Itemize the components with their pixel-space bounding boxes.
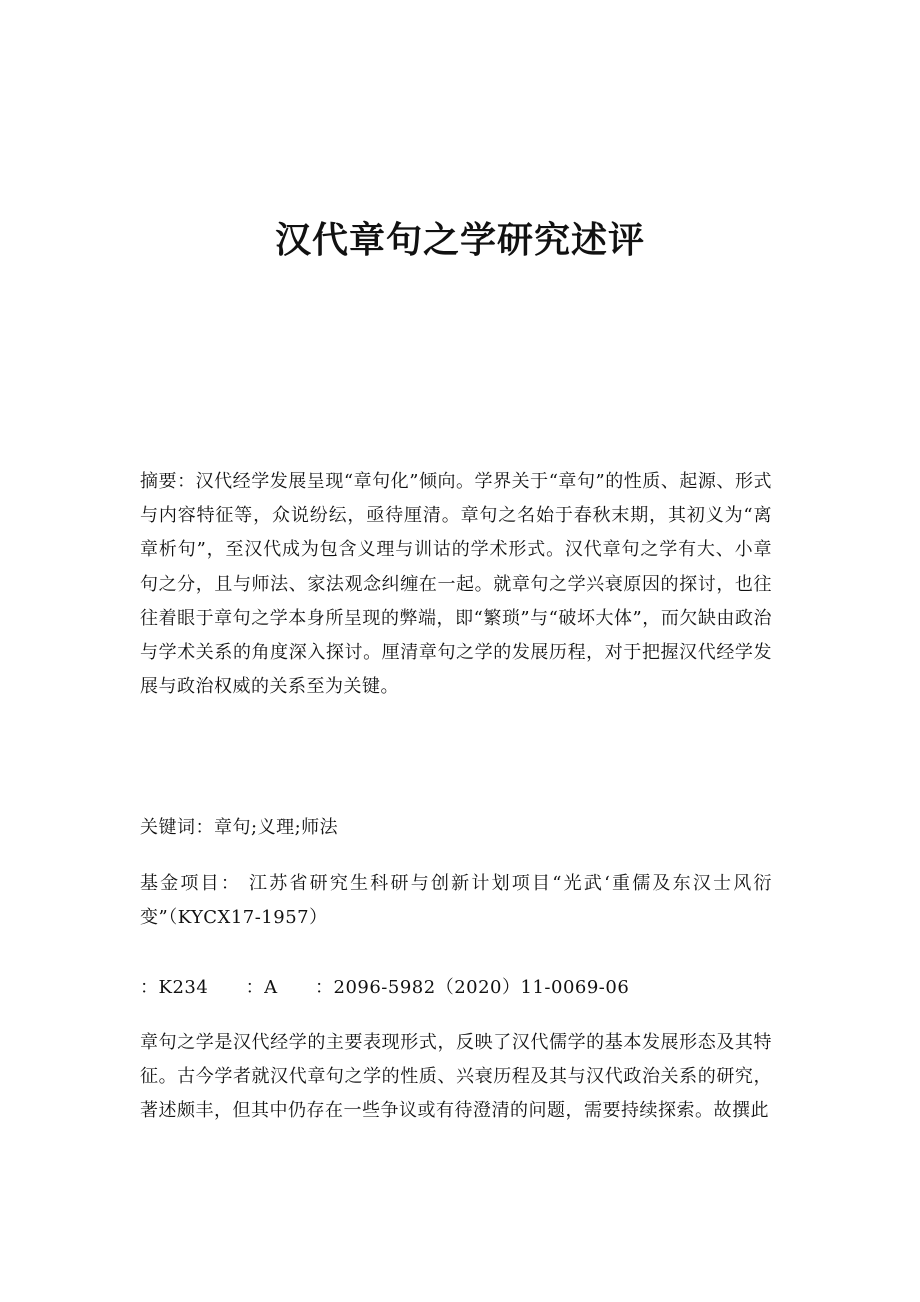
fund-paragraph	[140, 867, 772, 935]
clc-number: ：K234	[140, 977, 209, 998]
paper-title: 汉代章句之学研究述评	[274, 219, 645, 261]
abstract-label: 摘要：	[140, 471, 196, 492]
keywords-line	[140, 811, 772, 845]
keywords-label: 关键词：	[140, 817, 214, 838]
document-code: ：A	[245, 977, 278, 998]
article-number: ：2096-5982（2020）11-0069-06	[315, 977, 630, 998]
fund-label: 基金项目：	[140, 873, 242, 894]
fund-text: 江苏省研究生科研与创新计划项目“光武‘重儒及东汉士风衍变”（KYCX17-1957）	[140, 873, 772, 929]
abstract-paragraph	[140, 465, 772, 704]
keywords-text: 章句;义理;师法	[214, 817, 339, 838]
abstract-text: 汉代经学发展呈现“章句化”倾向。学界关于“章句”的性质、起源、形式与内容特征等，众说纷纭，亟待厘清。章句之名始于春秋末期，其初义为“离章析句”，至汉代成为包含义理与训诂的学术形式。汉代章句之学有大、小章句之分，且与师法、家法观念纠缠在一起。就章句之学兴衰原因的探讨，也往往着眼于章句之学本身所呈现的弊端，即“繁琐”与“破坏大体”，而欠缺由政治与学术关系的角度深入探讨。厘清章句之学的发展历程，对于把握汉代经学发展与政治权威的关系至为关键。	[140, 471, 773, 698]
classification-line	[140, 971, 772, 1005]
intro-paragraph: 章句之学是汉代经学的主要表现形式，反映了汉代儒学的基本发展形态及其特征。古今学者就汉代章句之学的性质、兴衰历程及其与汉代政治关系的研究，著述颇丰，但其中仍存在一些争议或有待澄清的问题，需要持续探索。故撰此	[140, 1032, 772, 1122]
